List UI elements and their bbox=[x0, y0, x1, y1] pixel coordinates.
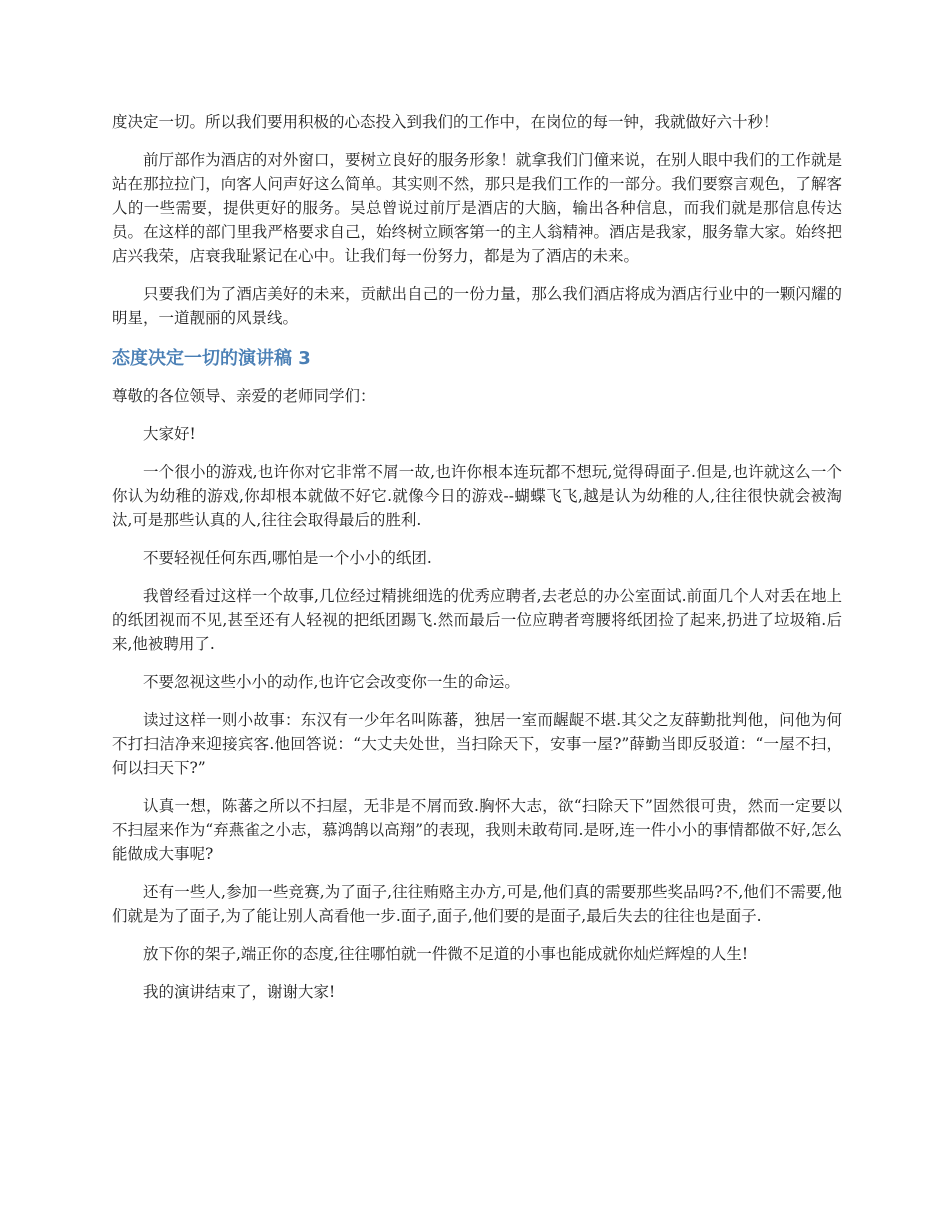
closing-paragraph: 我的演讲结束了，谢谢大家! bbox=[143, 983, 336, 1001]
body-paragraph-paper-ball: 不要轻视任何东西,哪怕是一个小小的纸团. bbox=[143, 549, 432, 567]
body-paragraph-face: 还有一些人,参加一些竞赛,为了面子,往往贿赂主办方,可是,他们真的需要那些奖品吗?不,他们不需要,他们就是为了面子,为了能让别人高看他一步.面子,面子,他们要的是面子,最后失去的往往也是面子. bbox=[112, 883, 842, 925]
body-paragraph-attitude: 放下你的架子,端正你的态度,往往哪怕就一件微不足道的小事也能成就你灿烂辉煌的人生! bbox=[143, 945, 749, 963]
greeting-paragraph: 大家好! bbox=[143, 425, 196, 443]
intro-paragraph-conclusion: 只要我们为了酒店美好的未来，贡献出自己的一份力量，那么我们酒店将成为酒店行业中的一颗闪耀的明星，一道靓丽的风景线。 bbox=[112, 285, 842, 327]
salutation: 尊敬的各位领导、亲爱的老师同学们： bbox=[112, 387, 376, 405]
body-paragraph-game: 一个很小的游戏,也许你对它非常不屑一故,也许你根本连玩都不想玩,觉得碍面子.但是,也许就这么一个你认为幼稚的游戏,你却根本就做不好它.就像今日的游戏--蝴蝶飞飞,越是认为幼稚的人,往往很快就会被淘汰,可是那些认真的人,往往会取得最后的胜利. bbox=[112, 463, 842, 529]
body-paragraph-interview-story: 我曾经看过这样一个故事,几位经过精挑细选的优秀应聘者,去老总的办公室面试.前面几个人对丢在地上的纸团视而不见,甚至还有人轻视的把纸团踢飞.然而最后一位应聘者弯腰将纸团捡了起来,扔进了垃圾箱.后来,他被聘用了. bbox=[112, 587, 842, 653]
body-paragraph-chen-fan-story: 读过这样一则小故事：东汉有一少年名叫陈蕃，独居一室而龌龊不堪.其父之友薛勤批判他，问他为何不打扫洁净来迎接宾客.他回答说：“大丈夫处世，当扫除天下，安事一屋?”薛勤当即反驳道：“一屋不扫，何以扫天下?” bbox=[112, 711, 842, 777]
document-page bbox=[112, 110, 842, 1018]
body-paragraph-reflection: 认真一想，陈蕃之所以不扫屋，无非是不屑而致.胸怀大志，欲“扫除天下”固然很可贵，然而一定要以不扫屋来作为“弃燕雀之小志，慕鸿鹄以高翔”的表现，我则未敢苟同.是呀,连一件小小的事情都做不好,怎么能做成大事呢? bbox=[112, 797, 842, 863]
body-paragraph-small-actions: 不要忽视这些小小的动作,也许它会改变你一生的命运。 bbox=[143, 673, 520, 691]
section-title: 态度决定一切的演讲稿 3 bbox=[112, 348, 311, 369]
intro-paragraph-continuation: 度决定一切。所以我们要用积极的心态投入到我们的工作中，在岗位的每一钟，我就做好六十秒！ bbox=[112, 113, 779, 131]
intro-paragraph-front-office: 前厅部作为酒店的对外窗口，要树立良好的服务形象！就拿我们门僮来说，在别人眼中我们的工作就是站在那拉拉门，向客人问声好这么简单。其实则不然，那只是我们工作的一部分。我们要察言观色，了解客人的一些需要，提供更好的服务。吴总曾说过前厅是酒店的大脑，输出各种信息，而我们就是那信息传达员。在这样的部门里我严格要求自己，始终树立顾客第一的主人翁精神。酒店是我家，服务靠大家。始终把店兴我荣，店衰我耻紧记在心中。让我们每一份努力，都是为了酒店的未来。 bbox=[112, 151, 842, 265]
